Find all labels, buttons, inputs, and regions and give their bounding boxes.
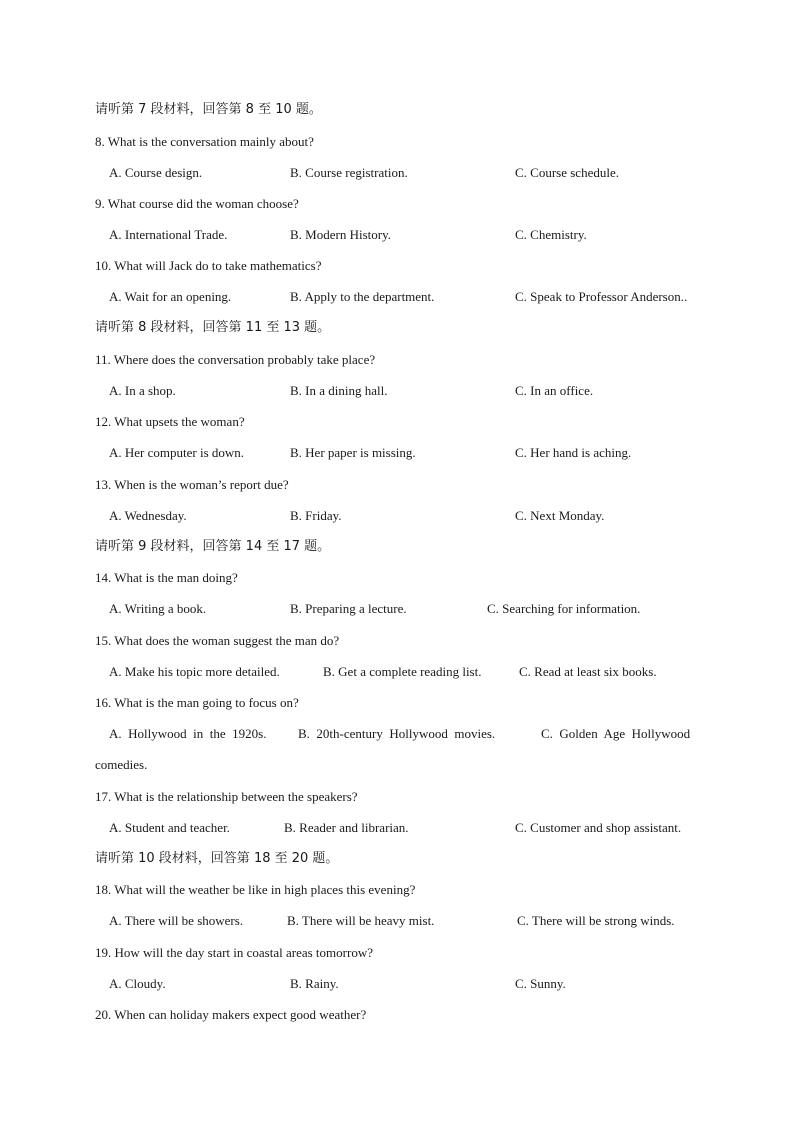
question-14: 14. What is the man doing?	[95, 570, 238, 585]
question-10-option-a: A. Wait for an opening.	[109, 289, 232, 304]
question-15-option-c: C. Read at least six books.	[519, 664, 657, 679]
question-11-option-c: C. In an office.	[515, 383, 594, 398]
question-17-option-c: C. Customer and shop assistant.	[515, 820, 682, 835]
question-16-option-c-continuation: comedies.	[95, 757, 148, 772]
section-heading: 请听第 10 段材料，回答第 18 至 20 题。	[95, 851, 339, 866]
question-15: 15. What does the woman suggest the man do?	[95, 633, 340, 648]
question-19: 19. How will the day start in coastal areas tomorrow?	[95, 945, 373, 960]
question-9-option-c: C. Chemistry.	[515, 227, 587, 242]
question-13-option-c: C. Next Monday.	[515, 508, 605, 523]
question-12: 12. What upsets the woman?	[95, 414, 245, 429]
question-12-option-c: C. Her hand is aching.	[515, 445, 632, 460]
section-heading: 请听第 9 段材料，回答第 14 至 17 题。	[95, 539, 331, 554]
question-11: 11. Where does the conversation probably take place?	[95, 352, 376, 367]
question-17-option-b: B. Reader and librarian.	[284, 820, 409, 835]
question-14-option-a: A. Writing a book.	[109, 601, 207, 616]
question-16-option-b: B. 20th-century Hollywood movies.	[298, 726, 496, 741]
question-11-option-a: A. In a shop.	[109, 383, 176, 398]
question-16-option-a: A. Hollywood in the 1920s.	[109, 726, 267, 741]
question-9-option-a: A. International Trade.	[109, 227, 228, 242]
question-18: 18. What will the weather be like in high places this evening?	[95, 882, 416, 897]
question-8: 8. What is the conversation mainly about?	[95, 134, 314, 149]
question-13-option-a: A. Wednesday.	[109, 508, 187, 523]
section-heading: 请听第 8 段材料，回答第 11 至 13 题。	[95, 320, 331, 335]
question-8-option-c: C. Course schedule.	[515, 165, 619, 180]
question-17: 17. What is the relationship between the speakers?	[95, 789, 358, 804]
question-12-option-b: B. Her paper is missing.	[290, 445, 416, 460]
question-8-option-a: A. Course design.	[109, 165, 203, 180]
question-11-option-b: B. In a dining hall.	[290, 383, 388, 398]
question-8-option-b: B. Course registration.	[290, 165, 408, 180]
question-10-option-b: B. Apply to the department.	[290, 289, 435, 304]
question-18-option-c: C. There will be strong winds.	[517, 913, 675, 928]
question-15-option-a: A. Make his topic more detailed.	[109, 664, 280, 679]
question-13: 13. When is the woman’s report due?	[95, 477, 289, 492]
question-16: 16. What is the man going to focus on?	[95, 695, 299, 710]
question-18-option-b: B. There will be heavy mist.	[287, 913, 435, 928]
question-14-option-c: C. Searching for information.	[487, 601, 641, 616]
question-13-option-b: B. Friday.	[290, 508, 342, 523]
question-12-option-a: A. Her computer is down.	[109, 445, 245, 460]
question-20: 20. When can holiday makers expect good weather?	[95, 1007, 367, 1022]
question-10: 10. What will Jack do to take mathematics?	[95, 258, 322, 273]
question-9-option-b: B. Modern History.	[290, 227, 391, 242]
question-10-option-c: C. Speak to Professor Anderson..	[515, 289, 688, 304]
question-15-option-b: B. Get a complete reading list.	[323, 664, 482, 679]
section-heading: 请听第 7 段材料，回答第 8 至 10 题。	[95, 102, 322, 117]
question-19-option-b: B. Rainy.	[290, 976, 339, 991]
question-17-option-a: A. Student and teacher.	[109, 820, 230, 835]
question-14-option-b: B. Preparing a lecture.	[290, 601, 407, 616]
question-19-option-a: A. Cloudy.	[109, 976, 166, 991]
question-16-option-c: C. Golden Age Hollywood	[541, 726, 691, 741]
question-18-option-a: A. There will be showers.	[109, 913, 244, 928]
question-9: 9. What course did the woman choose?	[95, 196, 299, 211]
question-19-option-c: C. Sunny.	[515, 976, 566, 991]
